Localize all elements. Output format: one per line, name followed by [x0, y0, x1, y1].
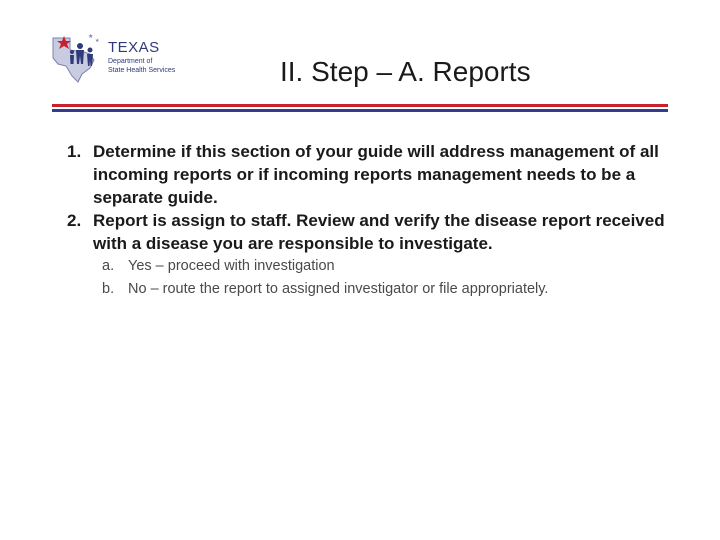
list-marker: 1.	[67, 142, 82, 161]
svg-text:★: ★	[88, 34, 94, 40]
divider-blue	[52, 109, 668, 112]
sub-list-item	[60, 278, 670, 301]
slide-body	[60, 140, 670, 301]
list-item	[60, 140, 670, 209]
sub-list-item	[60, 255, 670, 278]
list-item-text: Determine if this section of your guide will address management of all incoming reports or if incoming reports management needs to be a separate guide.	[93, 142, 659, 207]
dshs-logo	[50, 30, 190, 85]
list-item-text: Report is assign to staff. Review and verify the disease report received with a disease you are responsible to investigate.	[93, 211, 665, 253]
slide-title: II. Step – A. Reports	[280, 56, 531, 87]
list-item	[60, 209, 670, 255]
list-marker: 2.	[67, 211, 82, 230]
sub-list-marker: a.	[102, 258, 115, 274]
divider-red	[52, 104, 668, 107]
numbered-list	[60, 140, 670, 255]
sub-list-item-text: Yes – proceed with investigation	[128, 258, 335, 274]
sub-list	[60, 255, 670, 301]
texas-map-people-icon	[50, 30, 108, 85]
svg-text:★: ★	[95, 38, 100, 44]
sub-list-item-text: No – route the report to assigned investigator or file appropriately.	[128, 281, 549, 297]
logo-agency-text: State Health Services	[108, 67, 176, 74]
logo-department-text: Department of	[108, 58, 153, 65]
sub-list-marker: b.	[102, 281, 115, 297]
logo-texas-text: TEXAS	[108, 39, 160, 56]
